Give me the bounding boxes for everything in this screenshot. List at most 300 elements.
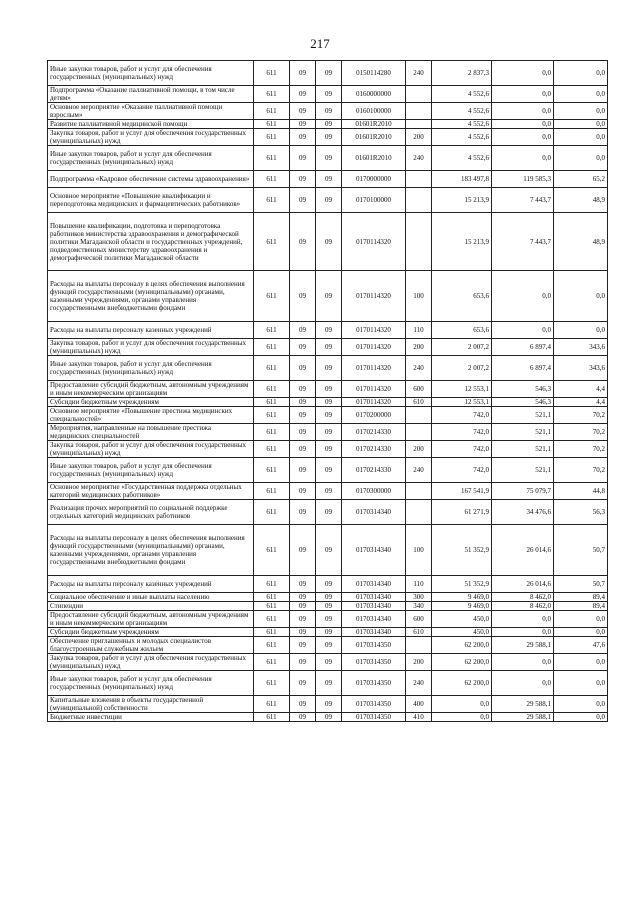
row-expense-type	[406, 500, 432, 525]
row-subsection: 09	[316, 213, 342, 271]
row-grbs: 611	[254, 611, 290, 628]
row-expense-type: 240	[406, 458, 432, 483]
row-target-code: 0170314350	[342, 713, 406, 722]
row-expense-type: 240	[406, 671, 432, 696]
row-target-code: 0170314350	[342, 671, 406, 696]
row-section: 09	[290, 407, 316, 424]
table-row	[48, 213, 608, 271]
row-name: Предоставление субсидий бюджетным, автономным учреждениям и иным некоммерческим организациям	[48, 381, 254, 398]
row-name: Основное мероприятие «Повышение квалификации и переподготовка медицинских и фармацевтических работников»	[48, 188, 254, 213]
row-grbs: 611	[254, 637, 290, 654]
row-expense-type: 240	[406, 146, 432, 171]
row-expense-type	[406, 188, 432, 213]
row-grbs: 611	[254, 213, 290, 271]
row-subsection: 09	[316, 171, 342, 188]
row-plan-amount: 9 469,0	[432, 602, 492, 611]
row-actual-amount: 7 443,7	[492, 188, 554, 213]
table-row	[48, 713, 608, 722]
row-expense-type	[406, 103, 432, 120]
row-subsection: 09	[316, 628, 342, 637]
row-section: 09	[290, 525, 316, 576]
row-percent: 0,0	[554, 129, 608, 146]
row-actual-amount: 0,0	[492, 271, 554, 322]
row-subsection: 09	[316, 696, 342, 713]
row-section: 09	[290, 103, 316, 120]
row-section: 09	[290, 671, 316, 696]
row-subsection: 09	[316, 576, 342, 593]
row-grbs: 611	[254, 654, 290, 671]
row-percent: 48,9	[554, 188, 608, 213]
row-subsection: 09	[316, 500, 342, 525]
row-plan-amount: 4 552,6	[432, 120, 492, 129]
row-subsection: 09	[316, 407, 342, 424]
row-grbs: 611	[254, 483, 290, 500]
row-name: Закупка товаров, работ и услуг для обеспечения государственных (муниципальных) нужд	[48, 654, 254, 671]
row-plan-amount: 15 213,9	[432, 188, 492, 213]
row-grbs: 611	[254, 171, 290, 188]
row-name: Капитальные вложения в объекты государственной (муниципальной) собственности	[48, 696, 254, 713]
row-percent: 47,6	[554, 637, 608, 654]
row-target-code: 0150114280	[342, 61, 406, 86]
row-actual-amount: 0,0	[492, 61, 554, 86]
row-section: 09	[290, 398, 316, 407]
table-row	[48, 322, 608, 339]
row-actual-amount: 6 897,4	[492, 356, 554, 381]
row-name: Субсидии бюджетным учреждениям	[48, 398, 254, 407]
row-percent: 0,0	[554, 654, 608, 671]
row-grbs: 611	[254, 381, 290, 398]
row-subsection: 09	[316, 654, 342, 671]
row-target-code: 0170314340	[342, 628, 406, 637]
table-row	[48, 188, 608, 213]
row-expense-type: 300	[406, 593, 432, 602]
row-grbs: 611	[254, 120, 290, 129]
row-section: 09	[290, 86, 316, 103]
row-percent: 89,4	[554, 602, 608, 611]
row-subsection: 09	[316, 339, 342, 356]
row-grbs: 611	[254, 339, 290, 356]
row-actual-amount: 546,3	[492, 398, 554, 407]
row-actual-amount: 26 014,6	[492, 525, 554, 576]
page-number: 217	[310, 36, 330, 51]
row-grbs: 611	[254, 593, 290, 602]
table-row	[48, 654, 608, 671]
row-plan-amount: 450,0	[432, 611, 492, 628]
row-actual-amount: 26 014,6	[492, 576, 554, 593]
row-expense-type	[406, 171, 432, 188]
row-name: Основное мероприятие «Оказание паллиативной помощи взрослым»	[48, 103, 254, 120]
row-plan-amount: 4 552,6	[432, 86, 492, 103]
row-section: 09	[290, 171, 316, 188]
row-target-code: 0170114320	[342, 339, 406, 356]
row-section: 09	[290, 188, 316, 213]
table-row	[48, 500, 608, 525]
row-expense-type	[406, 213, 432, 271]
row-target-code: 0170314340	[342, 593, 406, 602]
row-expense-type: 600	[406, 381, 432, 398]
row-name: Обеспечение приглашенных и молодых специалистов благоустроенным служебным жильем	[48, 637, 254, 654]
row-target-code: 0170314340	[342, 525, 406, 576]
row-section: 09	[290, 593, 316, 602]
row-name: Повышение квалификации, подготовка и переподготовка работников министерства здравоохранения и демографической политики Магаданской области и государственных учреждений, подведомственных министерству здравоохранения и демографической политики Магаданской области	[48, 213, 254, 271]
row-plan-amount: 0,0	[432, 696, 492, 713]
table-row	[48, 671, 608, 696]
row-actual-amount: 521,1	[492, 441, 554, 458]
row-grbs: 611	[254, 103, 290, 120]
table-row	[48, 171, 608, 188]
row-plan-amount: 742,0	[432, 424, 492, 441]
row-actual-amount: 0,0	[492, 146, 554, 171]
row-grbs: 611	[254, 441, 290, 458]
row-section: 09	[290, 637, 316, 654]
row-section: 09	[290, 356, 316, 381]
row-plan-amount: 450,0	[432, 628, 492, 637]
row-section: 09	[290, 654, 316, 671]
row-expense-type: 240	[406, 356, 432, 381]
row-subsection: 09	[316, 602, 342, 611]
row-target-code: 0170314340	[342, 500, 406, 525]
row-section: 09	[290, 120, 316, 129]
row-subsection: 09	[316, 611, 342, 628]
row-actual-amount: 29 588,1	[492, 637, 554, 654]
row-target-code: 0170300000	[342, 483, 406, 500]
row-percent: 343,6	[554, 356, 608, 381]
row-target-code: 0170114320	[342, 322, 406, 339]
row-plan-amount: 61 271,9	[432, 500, 492, 525]
row-subsection: 09	[316, 671, 342, 696]
row-plan-amount: 12 553,1	[432, 381, 492, 398]
table-row	[48, 407, 608, 424]
row-percent: 50,7	[554, 525, 608, 576]
row-grbs: 611	[254, 628, 290, 637]
row-name: Иные закупки товаров, работ и услуг для обеспечения государственных (муниципальных) нужд	[48, 61, 254, 86]
row-expense-type: 200	[406, 441, 432, 458]
row-actual-amount: 0,0	[492, 654, 554, 671]
budget-table	[47, 60, 608, 722]
row-target-code: 0170314340	[342, 602, 406, 611]
row-plan-amount: 742,0	[432, 407, 492, 424]
row-expense-type: 240	[406, 61, 432, 86]
row-name: Реализация прочих мероприятий по социальной поддержке отдельных категорий медицинских работников	[48, 500, 254, 525]
row-name: Расходы на выплаты персоналу казенных учреждений	[48, 576, 254, 593]
row-plan-amount: 51 352,9	[432, 525, 492, 576]
row-plan-amount: 4 552,6	[432, 103, 492, 120]
row-grbs: 611	[254, 576, 290, 593]
row-actual-amount: 0,0	[492, 322, 554, 339]
row-plan-amount: 62 200,0	[432, 637, 492, 654]
row-name: Иные закупки товаров, работ и услуг для обеспечения государственных (муниципальных) нужд	[48, 458, 254, 483]
row-subsection: 09	[316, 381, 342, 398]
row-expense-type: 110	[406, 576, 432, 593]
row-plan-amount: 742,0	[432, 441, 492, 458]
row-percent: 0,0	[554, 611, 608, 628]
row-subsection: 09	[316, 271, 342, 322]
row-actual-amount: 521,1	[492, 407, 554, 424]
row-plan-amount: 2 837,3	[432, 61, 492, 86]
row-target-code: 0170214330	[342, 424, 406, 441]
row-actual-amount: 0,0	[492, 103, 554, 120]
row-subsection: 09	[316, 103, 342, 120]
row-expense-type: 200	[406, 129, 432, 146]
row-percent: 0,0	[554, 628, 608, 637]
row-grbs: 611	[254, 61, 290, 86]
row-name: Стипендии	[48, 602, 254, 611]
table-row	[48, 458, 608, 483]
row-expense-type: 410	[406, 713, 432, 722]
table-row	[48, 441, 608, 458]
row-subsection: 09	[316, 322, 342, 339]
row-expense-type: 200	[406, 339, 432, 356]
row-percent: 50,7	[554, 576, 608, 593]
row-section: 09	[290, 61, 316, 86]
row-percent: 89,4	[554, 593, 608, 602]
row-grbs: 611	[254, 696, 290, 713]
row-name: Закупка товаров, работ и услуг для обеспечения государственных (муниципальных) нужд	[48, 129, 254, 146]
row-section: 09	[290, 441, 316, 458]
row-grbs: 611	[254, 602, 290, 611]
row-expense-type: 340	[406, 602, 432, 611]
row-expense-type: 600	[406, 611, 432, 628]
row-name: Подпрограмма «Оказание паллиативной помощи, в том числе детям»	[48, 86, 254, 103]
row-expense-type: 100	[406, 525, 432, 576]
row-actual-amount: 0,0	[492, 86, 554, 103]
row-grbs: 611	[254, 713, 290, 722]
row-actual-amount: 521,1	[492, 458, 554, 483]
row-target-code: 0170214330	[342, 458, 406, 483]
row-subsection: 09	[316, 129, 342, 146]
row-percent: 0,0	[554, 61, 608, 86]
row-target-code: 0160100000	[342, 103, 406, 120]
row-expense-type	[406, 86, 432, 103]
table-row	[48, 637, 608, 654]
table-row	[48, 103, 608, 120]
row-actual-amount: 7 443,7	[492, 213, 554, 271]
table-row	[48, 146, 608, 171]
row-subsection: 09	[316, 398, 342, 407]
table-row	[48, 576, 608, 593]
row-actual-amount: 75 079,7	[492, 483, 554, 500]
row-percent: 70,2	[554, 424, 608, 441]
row-subsection: 09	[316, 86, 342, 103]
row-actual-amount: 29 588,1	[492, 713, 554, 722]
row-name: Закупка товаров, работ и услуг для обеспечения государственных (муниципальных) нужд	[48, 441, 254, 458]
table-row	[48, 593, 608, 602]
row-actual-amount: 34 476,6	[492, 500, 554, 525]
row-name: Бюджетные инвестиции	[48, 713, 254, 722]
row-plan-amount: 62 200,0	[432, 654, 492, 671]
row-expense-type: 400	[406, 696, 432, 713]
row-actual-amount: 0,0	[492, 671, 554, 696]
table-row	[48, 61, 608, 86]
row-subsection: 09	[316, 356, 342, 381]
row-name: Подпрограмма «Кадровое обеспечение системы здравоохранения»	[48, 171, 254, 188]
row-section: 09	[290, 611, 316, 628]
row-section: 09	[290, 576, 316, 593]
row-plan-amount: 0,0	[432, 713, 492, 722]
row-expense-type	[406, 407, 432, 424]
row-grbs: 611	[254, 188, 290, 213]
table-row	[48, 381, 608, 398]
row-expense-type: 200	[406, 654, 432, 671]
row-grbs: 611	[254, 86, 290, 103]
row-name: Развитие паллиативной медицинской помощи	[48, 120, 254, 129]
row-target-code: 01601R2010	[342, 120, 406, 129]
row-plan-amount: 62 200,0	[432, 671, 492, 696]
row-target-code: 0170114320	[342, 213, 406, 271]
row-target-code: 01601R2010	[342, 129, 406, 146]
row-expense-type: 610	[406, 398, 432, 407]
row-percent: 0,0	[554, 713, 608, 722]
row-target-code: 0170314340	[342, 611, 406, 628]
row-name: Мероприятия, направленные на повышение престижа медицинских специальностей	[48, 424, 254, 441]
row-plan-amount: 9 469,0	[432, 593, 492, 602]
row-actual-amount: 8 462,0	[492, 602, 554, 611]
row-percent: 4,4	[554, 381, 608, 398]
row-percent: 4,4	[554, 398, 608, 407]
row-grbs: 611	[254, 129, 290, 146]
row-actual-amount: 0,0	[492, 120, 554, 129]
row-grbs: 611	[254, 458, 290, 483]
row-plan-amount: 653,6	[432, 322, 492, 339]
row-target-code: 0160000000	[342, 86, 406, 103]
row-plan-amount: 15 213,9	[432, 213, 492, 271]
row-name: Расходы на выплаты персоналу в целях обеспечения выполнения функций государственными (муниципальными) органами, казенными учреждениями, органами управления государственными внебюджетными фондами	[48, 525, 254, 576]
row-section: 09	[290, 129, 316, 146]
row-section: 09	[290, 483, 316, 500]
row-section: 09	[290, 424, 316, 441]
row-target-code: 0170114320	[342, 381, 406, 398]
row-section: 09	[290, 339, 316, 356]
table-row	[48, 525, 608, 576]
row-section: 09	[290, 628, 316, 637]
row-plan-amount: 4 552,6	[432, 146, 492, 171]
row-plan-amount: 742,0	[432, 458, 492, 483]
row-actual-amount: 29 588,1	[492, 696, 554, 713]
row-grbs: 611	[254, 271, 290, 322]
row-percent: 65,2	[554, 171, 608, 188]
table-row	[48, 398, 608, 407]
row-expense-type	[406, 483, 432, 500]
row-target-code: 0170314340	[342, 576, 406, 593]
row-subsection: 09	[316, 146, 342, 171]
row-section: 09	[290, 696, 316, 713]
row-subsection: 09	[316, 188, 342, 213]
table-row	[48, 628, 608, 637]
row-grbs: 611	[254, 146, 290, 171]
row-subsection: 09	[316, 424, 342, 441]
row-section: 09	[290, 213, 316, 271]
row-percent: 0,0	[554, 86, 608, 103]
row-percent: 70,2	[554, 407, 608, 424]
row-percent: 343,6	[554, 339, 608, 356]
row-name: Основное мероприятие «Государственная поддержка отдельных категорий медицинских работников»	[48, 483, 254, 500]
row-percent: 0,0	[554, 271, 608, 322]
row-percent: 44,8	[554, 483, 608, 500]
row-target-code: 0170000000	[342, 171, 406, 188]
row-section: 09	[290, 458, 316, 483]
row-grbs: 611	[254, 525, 290, 576]
row-percent: 0,0	[554, 322, 608, 339]
row-grbs: 611	[254, 424, 290, 441]
row-grbs: 611	[254, 398, 290, 407]
table-body	[48, 61, 608, 722]
table-row	[48, 602, 608, 611]
row-actual-amount: 6 897,4	[492, 339, 554, 356]
row-target-code: 01601R2010	[342, 146, 406, 171]
row-subsection: 09	[316, 458, 342, 483]
row-target-code: 0170314350	[342, 637, 406, 654]
row-actual-amount: 119 585,3	[492, 171, 554, 188]
row-grbs: 611	[254, 407, 290, 424]
row-section: 09	[290, 322, 316, 339]
row-expense-type	[406, 637, 432, 654]
row-subsection: 09	[316, 713, 342, 722]
row-target-code: 0170114320	[342, 271, 406, 322]
row-name: Иные закупки товаров, работ и услуг для обеспечения государственных (муниципальных) нужд	[48, 356, 254, 381]
row-plan-amount: 2 007,2	[432, 339, 492, 356]
row-actual-amount: 546,3	[492, 381, 554, 398]
row-percent: 0,0	[554, 120, 608, 129]
row-target-code: 0170314350	[342, 696, 406, 713]
row-target-code: 0170114320	[342, 356, 406, 381]
table-row	[48, 483, 608, 500]
row-target-code: 0170114320	[342, 398, 406, 407]
row-grbs: 611	[254, 322, 290, 339]
row-name: Социальное обеспечение и иные выплаты населению	[48, 593, 254, 602]
row-target-code: 0170200000	[342, 407, 406, 424]
table-row	[48, 356, 608, 381]
table-row	[48, 339, 608, 356]
row-name: Расходы на выплаты персоналу казенных учреждений	[48, 322, 254, 339]
row-name: Расходы на выплаты персоналу в целях обеспечения выполнения функций государственными (муниципальными) органами, казенными учреждениями, органами управления государственными внебюджетными фондами	[48, 271, 254, 322]
row-subsection: 09	[316, 120, 342, 129]
row-plan-amount: 183 497,8	[432, 171, 492, 188]
row-percent: 0,0	[554, 146, 608, 171]
row-target-code: 0170100000	[342, 188, 406, 213]
row-expense-type: 100	[406, 271, 432, 322]
row-plan-amount: 653,6	[432, 271, 492, 322]
row-section: 09	[290, 146, 316, 171]
row-grbs: 611	[254, 356, 290, 381]
row-percent: 0,0	[554, 696, 608, 713]
row-expense-type: 110	[406, 322, 432, 339]
row-section: 09	[290, 602, 316, 611]
row-plan-amount: 51 352,9	[432, 576, 492, 593]
row-section: 09	[290, 381, 316, 398]
row-percent: 0,0	[554, 671, 608, 696]
row-name: Основное мероприятие «Повышение престижа медицинских специальностей»	[48, 407, 254, 424]
row-expense-type: 610	[406, 628, 432, 637]
row-plan-amount: 12 553,1	[432, 398, 492, 407]
row-plan-amount: 167 541,9	[432, 483, 492, 500]
row-section: 09	[290, 713, 316, 722]
row-plan-amount: 4 552,6	[432, 129, 492, 146]
row-target-code: 0170214330	[342, 441, 406, 458]
row-section: 09	[290, 271, 316, 322]
row-expense-type	[406, 120, 432, 129]
row-name: Предоставление субсидий бюджетным, автономным учреждениям и иным некоммерческим организациям	[48, 611, 254, 628]
row-actual-amount: 0,0	[492, 611, 554, 628]
table-row	[48, 86, 608, 103]
row-percent: 70,2	[554, 458, 608, 483]
table-row	[48, 271, 608, 322]
table-row	[48, 611, 608, 628]
row-subsection: 09	[316, 593, 342, 602]
row-actual-amount: 0,0	[492, 129, 554, 146]
row-actual-amount: 8 462,0	[492, 593, 554, 602]
table-row	[48, 696, 608, 713]
row-target-code: 0170314350	[342, 654, 406, 671]
